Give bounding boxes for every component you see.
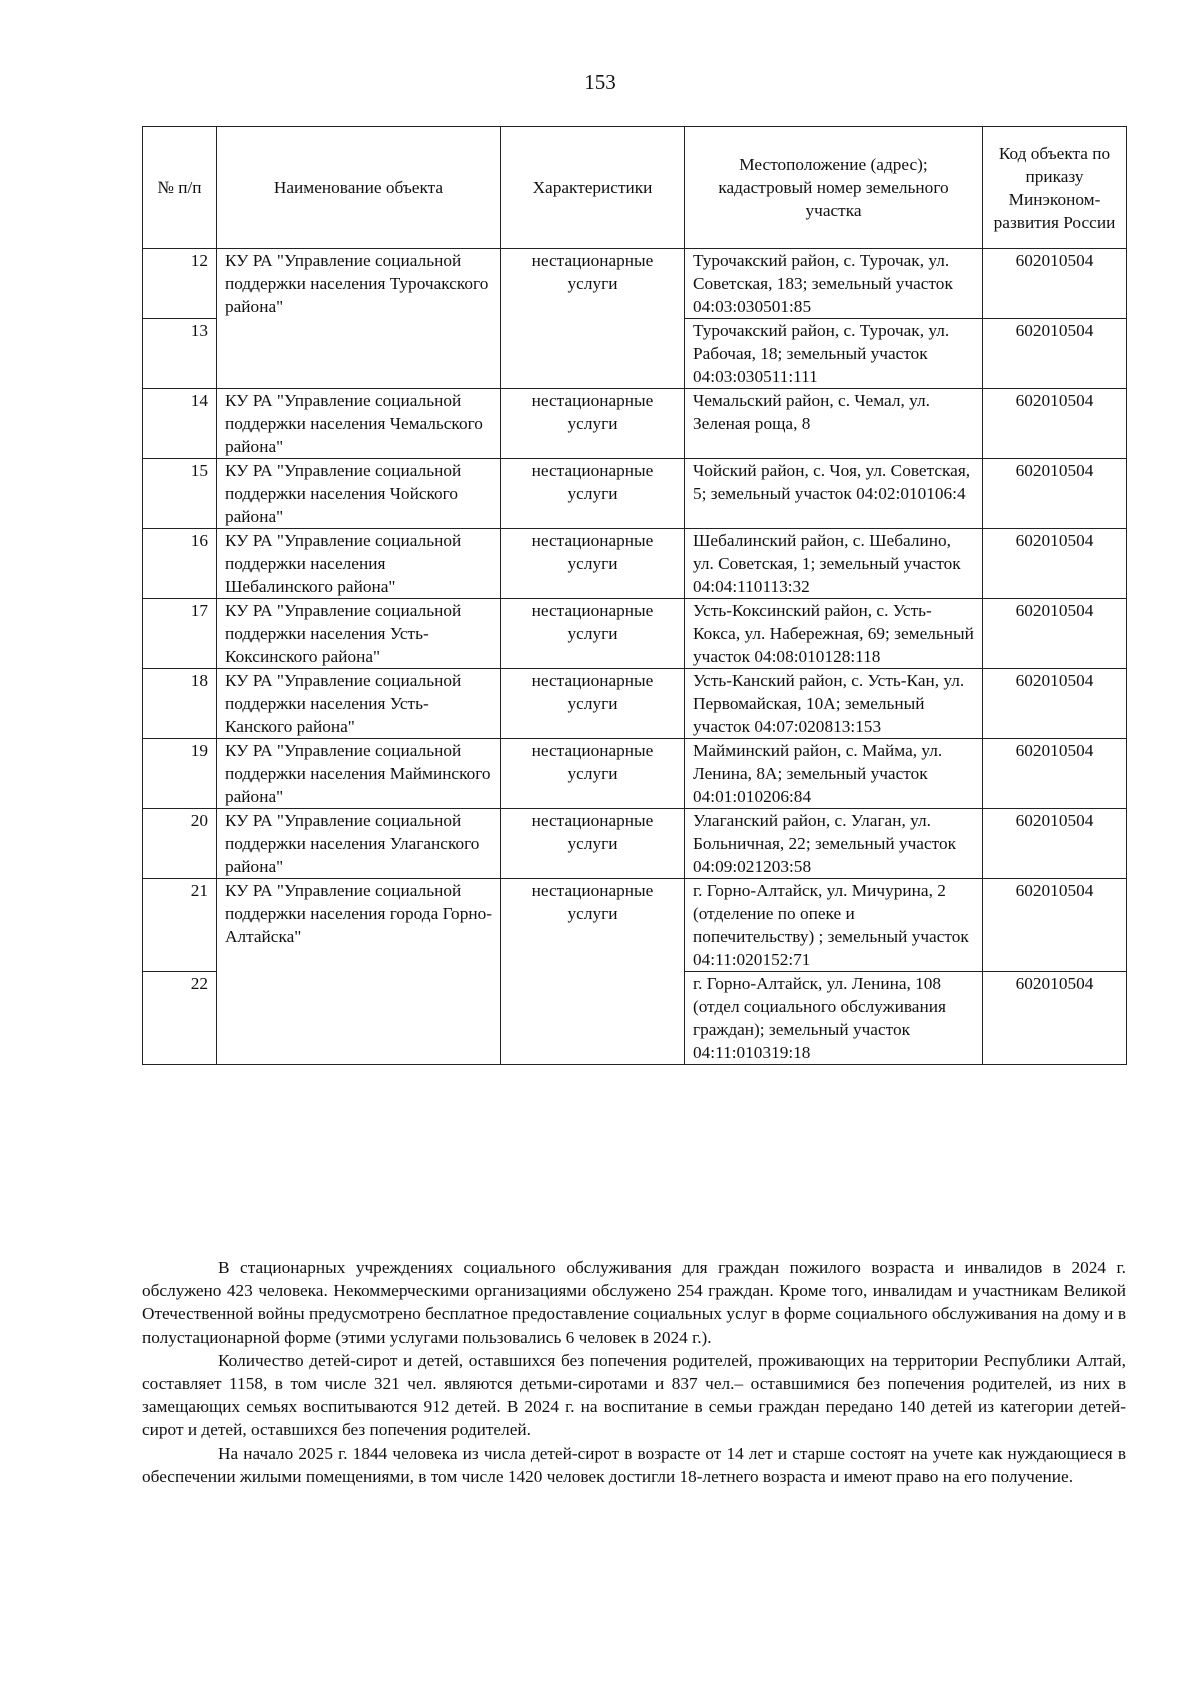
row-location: г. Горно-Алтайск, ул. Мичурина, 2 (отделение по опеке и попечительству) ; земельный участок 04:11:020152:71 <box>685 879 983 972</box>
row-characteristics: нестационарные услуги <box>501 739 685 809</box>
row-location: Майминский район, с. Майма, ул. Ленина, 8А; земельный участок 04:01:010206:84 <box>685 739 983 809</box>
row-num: 17 <box>143 599 217 669</box>
social-facilities-table <box>142 126 1127 1065</box>
row-num: 19 <box>143 739 217 809</box>
row-num: 21 <box>143 879 217 972</box>
row-characteristics: нестационарные услуги <box>501 879 685 1065</box>
header-characteristics: Характеристики <box>501 127 685 249</box>
row-name: КУ РА "Управление социальной поддержки населения города Горно-Алтайска" <box>217 879 501 1065</box>
row-name: КУ РА "Управление социальной поддержки населения Шебалинского района" <box>217 529 501 599</box>
row-characteristics: нестационарные услуги <box>501 389 685 459</box>
row-location: г. Горно-Алтайск, ул. Ленина, 108 (отдел социального обслуживания граждан); земельный участок 04:11:010319:18 <box>685 972 983 1065</box>
row-name: КУ РА "Управление социальной поддержки населения Чойского района" <box>217 459 501 529</box>
row-code: 602010504 <box>983 669 1127 739</box>
row-code: 602010504 <box>983 459 1127 529</box>
row-location: Шебалинский район, с. Шебалино, ул. Советская, 1; земельный участок 04:04:110113:32 <box>685 529 983 599</box>
table-row <box>143 249 1127 319</box>
row-num: 22 <box>143 972 217 1065</box>
table-row <box>143 389 1127 459</box>
row-characteristics: нестационарные услуги <box>501 809 685 879</box>
row-code: 602010504 <box>983 249 1127 319</box>
header-location: Местоположение (адрес); кадастровый номер земельного участка <box>685 127 983 249</box>
table-row <box>143 669 1127 739</box>
row-location: Турочакский район, с. Турочак, ул. Советская, 183; земельный участок 04:03:030501:85 <box>685 249 983 319</box>
row-location: Турочакский район, с. Турочак, ул. Рабочая, 18; земельный участок 04:03:030511:111 <box>685 319 983 389</box>
header-name: Наименование объекта <box>217 127 501 249</box>
row-num: 13 <box>143 319 217 389</box>
row-characteristics: нестационарные услуги <box>501 529 685 599</box>
row-name: КУ РА "Управление социальной поддержки населения Усть-Канского района" <box>217 669 501 739</box>
row-code: 602010504 <box>983 599 1127 669</box>
table-row <box>143 599 1127 669</box>
row-location: Чемальский район, с. Чемал, ул. Зеленая роща, 8 <box>685 389 983 459</box>
table-header-row <box>143 127 1127 249</box>
paragraph: В стационарных учреждениях социального обслуживания для граждан пожилого возраста и инвалидов в 2024 г. обслужено 423 человека. Некоммерческими организациями обслужено 254 граждан. Кроме того, инвалидам и участникам Великой Отечественной войны предусмотрено бесплатное предоставление социальных услуг в форме социального обслуживания на дому и в полустационарной форме (этими услугами пользовались 6 человек в 2024 г.). <box>142 1258 1126 1347</box>
table-row <box>143 739 1127 809</box>
body-text <box>142 1256 1126 1488</box>
row-location: Улаганский район, с. Улаган, ул. Больничная, 22; земельный участок 04:09:021203:58 <box>685 809 983 879</box>
table-row <box>143 879 1127 972</box>
row-code: 602010504 <box>983 319 1127 389</box>
header-num: № п/п <box>143 127 217 249</box>
table-row <box>143 529 1127 599</box>
row-num: 18 <box>143 669 217 739</box>
row-location: Усть-Канский район, с. Усть-Кан, ул. Первомайская, 10А; земельный участок 04:07:020813:153 <box>685 669 983 739</box>
row-name: КУ РА "Управление социальной поддержки населения Усть-Коксинского района" <box>217 599 501 669</box>
row-location: Чойский район, с. Чоя, ул. Советская, 5; земельный участок 04:02:010106:4 <box>685 459 983 529</box>
row-name: КУ РА "Управление социальной поддержки населения Чемальского района" <box>217 389 501 459</box>
row-characteristics: нестационарные услуги <box>501 599 685 669</box>
row-characteristics: нестационарные услуги <box>501 459 685 529</box>
paragraph: На начало 2025 г. 1844 человека из числа детей-сирот в возрасте от 14 лет и старше состоят на учете как нуждающиеся в обеспечении жилыми помещениями, в том числе 1420 человек достигли 18-летнего возраста и имеют право на его получение. <box>142 1443 1126 1486</box>
row-num: 14 <box>143 389 217 459</box>
header-code: Код объекта по приказу Минэконом-развития России <box>983 127 1127 249</box>
row-code: 602010504 <box>983 879 1127 972</box>
row-characteristics: нестационарные услуги <box>501 669 685 739</box>
table-row <box>143 809 1127 879</box>
page-number: 153 <box>584 70 616 94</box>
table-row <box>143 459 1127 529</box>
row-name: КУ РА "Управление социальной поддержки населения Турочакского района" <box>217 249 501 389</box>
row-code: 602010504 <box>983 972 1127 1065</box>
row-code: 602010504 <box>983 739 1127 809</box>
row-name: КУ РА "Управление социальной поддержки населения Улаганского района" <box>217 809 501 879</box>
row-code: 602010504 <box>983 809 1127 879</box>
paragraph: Количество детей-сирот и детей, оставшихся без попечения родителей, проживающих на территории Республики Алтай, составляет 1158, в том числе 321 чел. являются детьми-сиротами и 837 чел.– оставшимися без попечения родителей, из них в замещающих семьях воспитываются 912 детей. В 2024 г. на воспитание в семьи граждан передано 140 детей из категории детей-сирот и детей, оставшихся без попечения родителей. <box>142 1350 1126 1440</box>
row-num: 20 <box>143 809 217 879</box>
row-characteristics: нестационарные услуги <box>501 249 685 389</box>
row-code: 602010504 <box>983 529 1127 599</box>
row-num: 12 <box>143 249 217 319</box>
row-location: Усть-Коксинский район, с. Усть-Кокса, ул. Набережная, 69; земельный участок 04:08:010128:118 <box>685 599 983 669</box>
row-code: 602010504 <box>983 389 1127 459</box>
row-num: 16 <box>143 529 217 599</box>
row-name: КУ РА "Управление социальной поддержки населения Майминского района" <box>217 739 501 809</box>
row-num: 15 <box>143 459 217 529</box>
